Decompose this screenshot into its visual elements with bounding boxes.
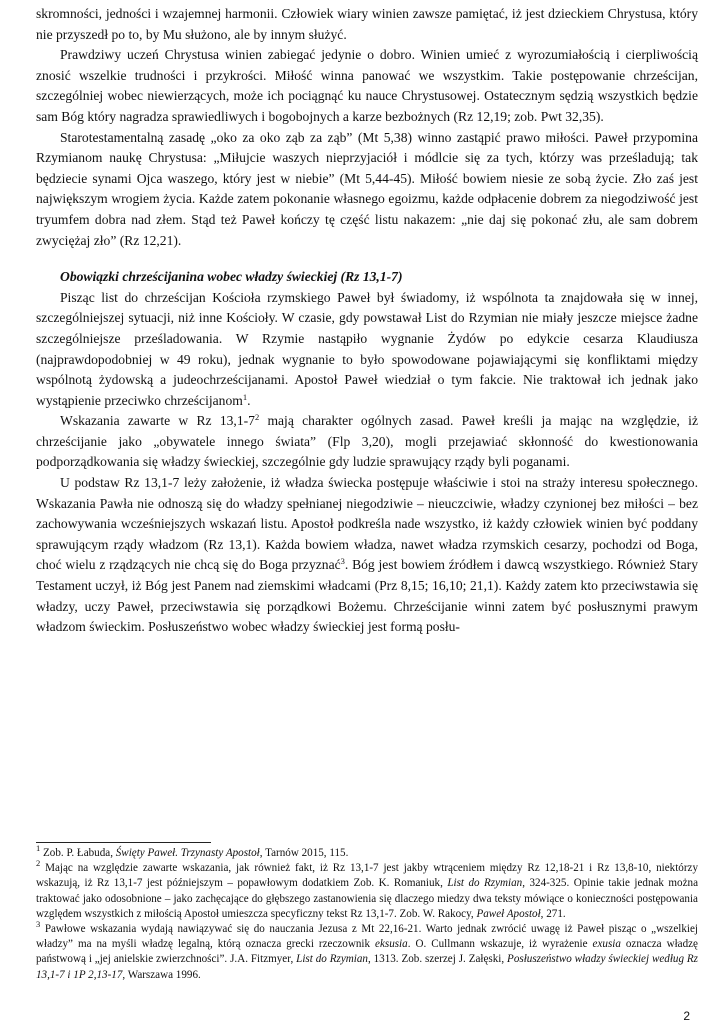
footnote-separator (36, 842, 211, 843)
section-heading: Obowiązki chrześcijanina wobec władzy świeckiej (Rz 13,1-7) (60, 269, 403, 285)
footnotes (36, 843, 698, 983)
page-number: 2 (683, 1009, 690, 1023)
footnote-1-text-end: , Tarnów 2015, 115. (259, 847, 349, 859)
body-text (36, 4, 698, 638)
footnote-3-title-2: Posłuszeństwo władzy świeckiej według Rz 13,1-7 i 1P 2,13-17 (36, 953, 698, 981)
footnote-ref-1[interactable]: 1 (242, 391, 248, 402)
paragraph-4-end: . (247, 392, 251, 408)
footnote-3-term-1: eksusia (375, 938, 408, 951)
footnote-1-number: 1 (36, 843, 41, 853)
footnote-2-text-mid: , 324-325. Opinie takie jednak można traktować jako odosobnione – jako zachęcające do głębszego zastanowienia się dlaczego miedzy dwa teksty mówiące o konieczności postępowania względem wszystkich z miłością Apostoł umieszcza specyficzny tekst Rz 13,1-7. Zob. W. Rakocy, (36, 877, 698, 920)
footnote-ref-2[interactable]: 2 (254, 412, 260, 423)
footnote-3 (36, 919, 698, 983)
footnote-3-text-2: . O. Cullmann wskazuje, iż wyrażenie (407, 938, 593, 951)
footnote-2-title: List do Rzymian (447, 877, 523, 890)
footnote-2-title-2: Paweł Apostoł (476, 907, 541, 920)
footnote-2-number: 2 (36, 858, 41, 869)
paragraph-6-start: U podstaw Rz 13,1-7 leży założenie, iż władza świecka postępuje właściwie i stoi na straży interesu społecznego. Wskazania Pawła nie odnoszą się do władzy spełnianej niegodziwie – nieuczciwie, władzy czynionej bez miłości – bez zachowywania wcześniejszych wskazań listu. Apostoł podkreśla nade wszystko, iż każdy człowiek winien być poddany sprawującym rządy władzom (Rz 13,1). Każda bowiem władza, nawet władza rzymskich cesarzy, pochodzi od Boga, choć wielu z rządzących nie chcą się do Boga przyznać (36, 475, 698, 573)
footnote-2-text-end: , 271. (540, 907, 566, 920)
footnote-3-text-4: , 1313. Zob. szerzej J. Załęski, (367, 953, 508, 966)
paragraph-4-text: Pisząc list do chrześcijan Kościoła rzymskiego Paweł był świadomy, iż wspólnota ta znajdowała się w innej, szczególniejszej sytuacji, niż inne Kościoły. W czasie, gdy powstawał List do Rzymian nie miały jeszcze miejsce żadne szczególniejsze prześladowania. W Rzymie nastąpiło wygnanie Żydów po edykcie cesarza Klaudiusza (najprawdopodobniej w 49 roku), jednak wygnanie to było spowodowane pojawiającymi się konfliktami między wspólnotą żydowską a judeochrześcijanami. Apostoł Paweł wiedział o tym fakcie. Nie traktował ich jednak jako wystąpienie przeciwko chrześcijanom (36, 289, 698, 408)
paragraph-3: Starotestamentalną zasadę „oko za oko ząb za ząb” (Mt 5,38) winno zastąpić prawo miłości. Paweł przypomina Rzymianom naukę Chrystusa: „Miłujcie waszych nieprzyjaciół i módlcie się za tych, którzy was prześladują; tak będziecie synami Ojca waszego, który jest w niebie” (Mt 5,44-45). Miłość bowiem niesie ze sobą życie. Zło zaś jest największym wrogiem życia. Każde zatem pokonanie własnego egoizmu, każde odpłacenie dobrem za niegodziwość jest tryumfem dobra nad złem. Stąd też Paweł kończy tę część listu nakazem: „nie daj się pokonać złu, ale sam dobrem zwyciężaj zło” (Rz 12,21). (36, 129, 698, 248)
footnote-1 (36, 843, 698, 861)
footnote-3-title: List do Rzymian (296, 953, 368, 966)
footnote-ref-3[interactable]: 3 (340, 556, 345, 567)
paragraph-6 (36, 473, 698, 638)
paragraph-5 (36, 411, 698, 473)
paragraph-4 (36, 288, 698, 412)
footnote-3-text-3: oznacza władzę państwową i „jej anielskie zwierzchności”. J.A. Fitzmyer, (36, 938, 698, 966)
footnote-3-term-2: exusia (592, 938, 621, 951)
footnote-3-text-end: , Warszawa 1996. (122, 968, 201, 981)
footnote-3-number: 3 (36, 919, 41, 930)
paragraph-6-rest: . Bóg jest bowiem źródłem i dawcą wszystkiego. Również Stary Testament uczył, iż Bóg jest Panem nad ziemskimi władcami (Prz 8,15; 16,10; 21,1). Każdy zatem kto przeciwstawia się władzy, uczy Paweł, przeciwstawia się porządkowi Bożemu. Chrześcijanie winni zatem być posłusznymi prawym władzom świeckim. Posłuszeństwo wobec władzy świeckiej jest formą posłu- (36, 557, 699, 635)
footnote-1-text: Zob. P. Łabuda, (40, 847, 116, 859)
paragraph-5-rest: mają charakter ogólnych zasad. Paweł kreśli ja mając na względzie, iż chrześcijanie jako „obywatele innego świata” (Flp 3,20), mogli przejawiać skłonność do kwestionowania podporządkowania się władzy świeckiej, szczególnie gdy ludzie sprawujący rządy byli poganami. (36, 413, 698, 470)
footnote-2-text: Mając na względzie zawarte wskazania, jak również fakt, iż Rz 13,1-7 jest jakby wtrąceniem między Rz 12,18-21 i Rz 13,8-10, niektórzy wskazują, iż Rz 13,1-7 jest późniejszym – popawłowym dodatkiem Zob. K. Romaniuk, (36, 862, 698, 890)
footnote-2 (36, 858, 698, 922)
paragraph-2: Prawdziwy uczeń Chrystusa winien zabiegać jedynie o dobro. Winien umieć z wyrozumiałością i cierpliwością znosić wszelkie trudności i przykrości. Miłość winna panować we wszystkim. Takie postępowanie chrześcijan, szczególniej wobec niewierzących, może ich pociągnąć ku nauce Chrystusowej. Ostatecznym sędzią wszystkich będzie sam Bóg który nagradza sprawiedliwych i bogobojnych a karze bezbożnych (Rz 12,19; zob. Pwt 32,35). (36, 47, 698, 124)
paragraph-1: skromności, jedności i wzajemnej harmonii. Człowiek wiary winien zawsze pamiętać, iż jest dzieckiem Chrystusa, który nie przyszedł po to, by Mu służono, ale by innym służyć. (36, 6, 698, 42)
footnote-3-text: Pawłowe wskazania wydają nawiązywać się do nauczania Jezusa z Mt 22,16-21. Warto jednak zwrócić uwagę iż Paweł pisząc o „wszelkiej władzy” ma na myśli władzę legalną, którą oznacza grecki rzeczownik (36, 923, 698, 951)
paragraph-5-start: Wskazania zawarte w Rz 13,1-7 (60, 413, 255, 429)
footnote-1-title: Święty Paweł. Trzynasty Apostoł (115, 847, 260, 859)
